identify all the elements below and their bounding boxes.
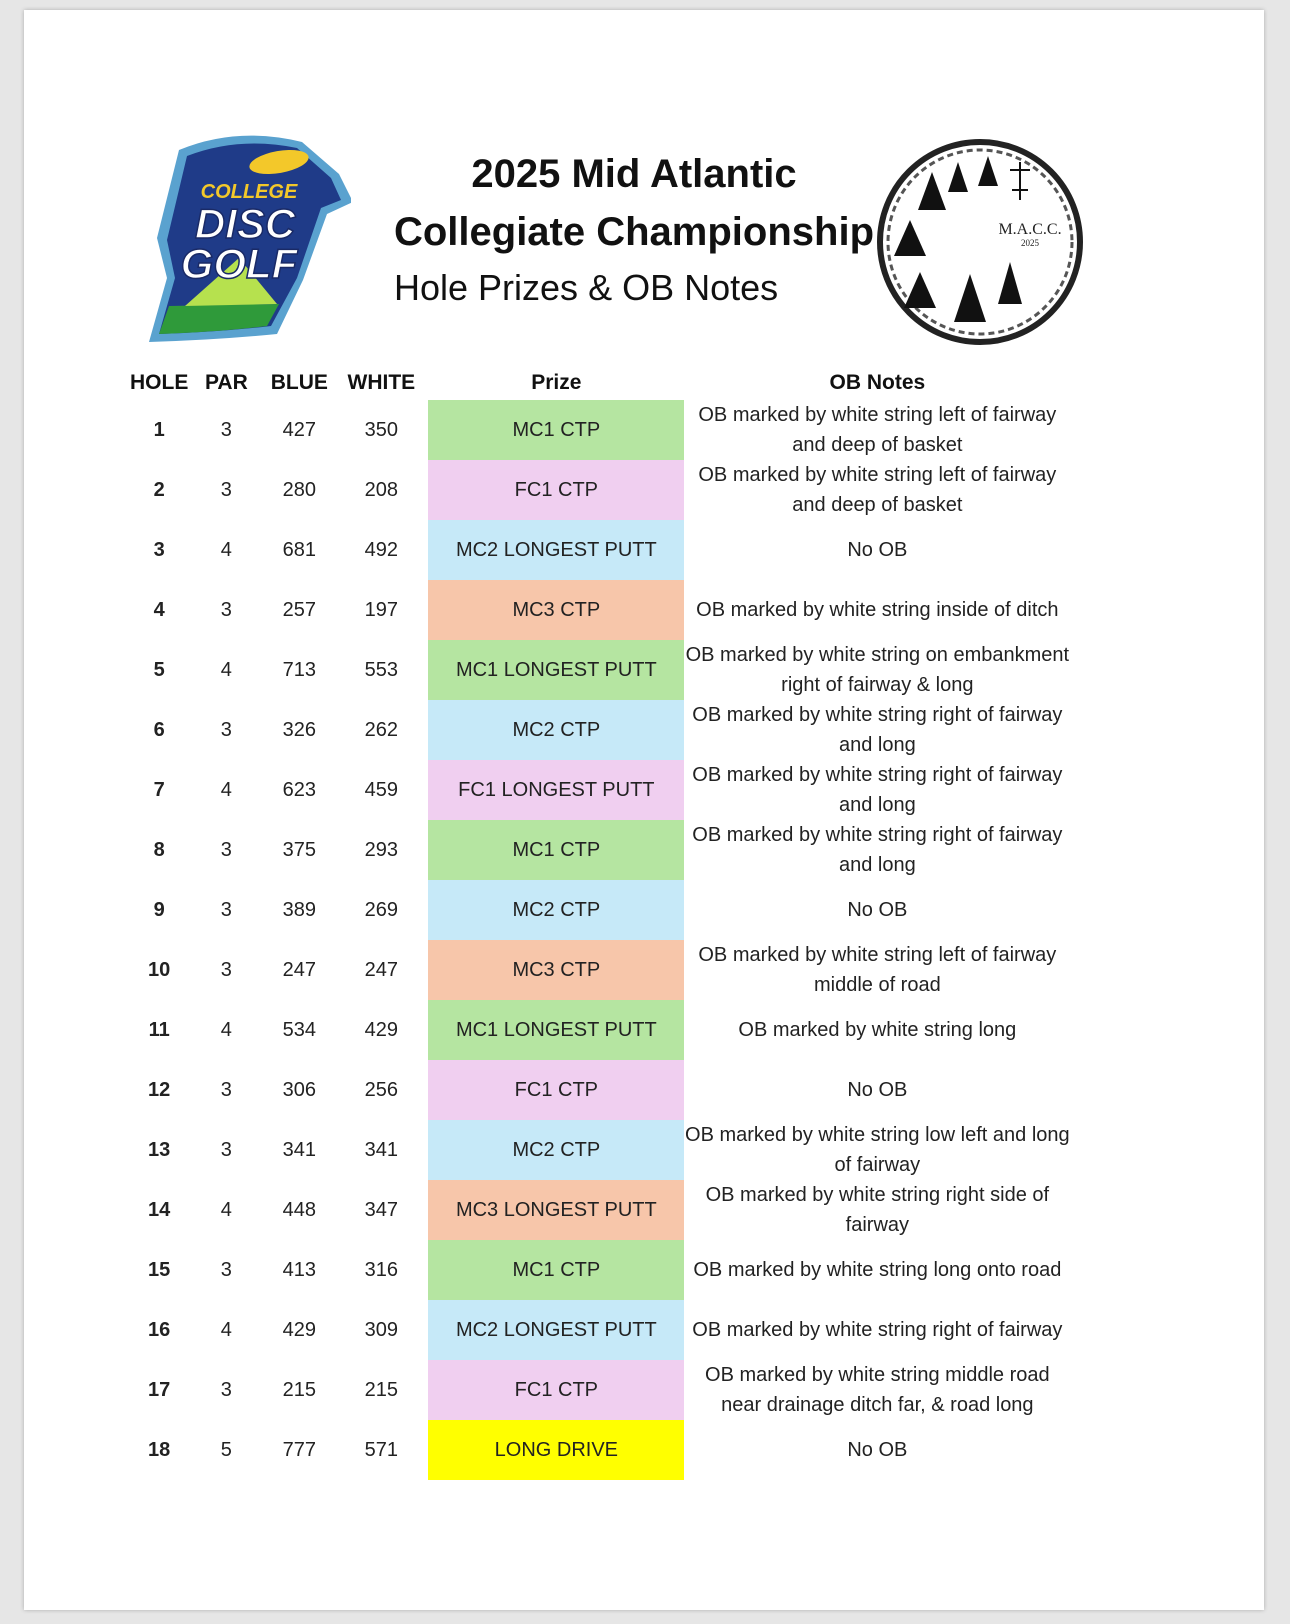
- table-row: [130, 1000, 1070, 1060]
- table-row: [130, 760, 1070, 820]
- blue-distance: 777: [282, 1438, 317, 1461]
- hole-number: 7: [153, 778, 165, 801]
- par-value: 4: [220, 1018, 232, 1041]
- table-row: [130, 1300, 1070, 1360]
- hole-number: 12: [148, 1078, 171, 1101]
- ob-notes-cell: OB marked by white string right of fairway and long: [692, 704, 1063, 756]
- blue-distance: 413: [282, 1258, 317, 1281]
- table-row: [130, 1180, 1070, 1240]
- ob-notes-cell: OB marked by white string left of fairway middle of road: [698, 944, 1057, 996]
- blue-distance: 215: [282, 1378, 317, 1401]
- table-row: [130, 820, 1070, 880]
- prize-cell: MC1 CTP: [428, 820, 684, 880]
- table-row: [130, 1240, 1070, 1300]
- hole-number: 9: [153, 898, 165, 921]
- title-block: [384, 145, 884, 309]
- par-value: 3: [220, 1078, 232, 1101]
- logo-left-line1: COLLEGE: [200, 181, 298, 203]
- blue-distance: 713: [282, 658, 317, 681]
- table-row: [130, 940, 1070, 1000]
- white-distance: 347: [364, 1198, 399, 1221]
- prize-cell: FC1 CTP: [428, 1060, 684, 1120]
- blue-distance: 429: [282, 1318, 317, 1341]
- white-distance: 208: [364, 478, 399, 501]
- college-disc-golf-logo: [127, 128, 351, 350]
- white-distance: 350: [364, 418, 399, 441]
- prize-cell: MC1 LONGEST PUTT: [428, 640, 684, 700]
- ob-notes-cell: No OB: [847, 539, 908, 561]
- table-row: [130, 1120, 1070, 1180]
- white-distance: 341: [364, 1138, 399, 1161]
- logo-left-line3: GOLF: [180, 240, 298, 287]
- hole-number: 5: [153, 658, 165, 681]
- hole-number: 14: [148, 1198, 171, 1221]
- white-distance: 262: [364, 718, 399, 741]
- ob-notes-cell: No OB: [847, 1079, 908, 1101]
- blue-distance: 681: [282, 538, 317, 561]
- prize-cell: MC1 CTP: [428, 400, 684, 460]
- ob-notes-cell: OB marked by white string middle road near drainage ditch far, & road long: [705, 1364, 1050, 1416]
- white-distance: 459: [364, 778, 399, 801]
- hole-number: 8: [153, 838, 165, 861]
- page-subtitle: Hole Prizes & OB Notes: [394, 267, 779, 308]
- prize-cell: MC2 LONGEST PUTT: [428, 520, 684, 580]
- hole-number: 18: [148, 1438, 171, 1461]
- page-title-line1: 2025 Mid Atlantic: [471, 152, 797, 196]
- table-body: [130, 400, 1070, 1480]
- document-page: [24, 10, 1264, 1610]
- par-value: 3: [220, 838, 232, 861]
- par-value: 3: [220, 1138, 232, 1161]
- header-white: WHITE: [347, 371, 416, 394]
- hole-table: [130, 366, 1070, 1480]
- white-distance: 215: [364, 1378, 399, 1401]
- blue-distance: 247: [282, 958, 317, 981]
- ob-notes-cell: OB marked by white string inside of ditch: [696, 599, 1059, 621]
- par-value: 4: [220, 538, 232, 561]
- ob-notes-cell: OB marked by white string right of fairway and long: [692, 824, 1063, 876]
- table-row: [130, 1060, 1070, 1120]
- hole-number: 13: [148, 1138, 171, 1161]
- hole-number: 1: [153, 418, 165, 441]
- prize-cell: MC3 CTP: [428, 940, 684, 1000]
- hole-number: 3: [153, 538, 165, 561]
- blue-distance: 427: [282, 418, 317, 441]
- prize-cell: FC1 LONGEST PUTT: [428, 760, 684, 820]
- table-row: [130, 580, 1070, 640]
- ob-notes-cell: OB marked by white string right side of fairway: [705, 1184, 1050, 1236]
- prize-cell: FC1 CTP: [428, 1360, 684, 1420]
- prize-cell: FC1 CTP: [428, 460, 684, 520]
- white-distance: 247: [364, 958, 399, 981]
- ob-notes-cell: OB marked by white string right of fairway: [692, 1319, 1063, 1341]
- logo-right-year: 2025: [1021, 238, 1039, 248]
- prize-cell: MC2 LONGEST PUTT: [428, 1300, 684, 1360]
- ob-notes-cell: No OB: [847, 1439, 908, 1461]
- par-value: 3: [220, 1258, 232, 1281]
- blue-distance: 306: [282, 1078, 317, 1101]
- hole-number: 11: [148, 1018, 170, 1041]
- hole-number: 16: [148, 1318, 171, 1341]
- white-distance: 256: [364, 1078, 399, 1101]
- ob-notes-cell: OB marked by white string low left and long of fairway: [685, 1124, 1070, 1176]
- white-distance: 429: [364, 1018, 399, 1041]
- ob-notes-cell: OB marked by white string long: [738, 1019, 1017, 1041]
- par-value: 3: [220, 718, 232, 741]
- table-row: [130, 700, 1070, 760]
- white-distance: 571: [364, 1438, 399, 1461]
- blue-distance: 257: [282, 598, 317, 621]
- white-distance: 269: [364, 898, 399, 921]
- par-value: 4: [220, 1198, 232, 1221]
- prize-cell: MC2 CTP: [428, 1120, 684, 1180]
- header-ob-notes: OB Notes: [829, 371, 926, 394]
- white-distance: 309: [364, 1318, 399, 1341]
- table-row: [130, 460, 1070, 520]
- ob-notes-cell: OB marked by white string long onto road: [693, 1259, 1062, 1281]
- macc-tree-ring-logo: [870, 132, 1090, 352]
- blue-distance: 375: [282, 838, 317, 861]
- blue-distance: 280: [282, 478, 317, 501]
- prize-cell: LONG DRIVE: [428, 1420, 684, 1480]
- table-row: [130, 1360, 1070, 1420]
- ob-notes-cell: No OB: [847, 899, 908, 921]
- blue-distance: 341: [282, 1138, 317, 1161]
- header-hole: HOLE: [130, 371, 189, 394]
- white-distance: 553: [364, 658, 399, 681]
- prize-cell: MC3 CTP: [428, 580, 684, 640]
- ob-notes-cell: OB marked by white string left of fairway and deep of basket: [698, 464, 1057, 516]
- white-distance: 492: [364, 538, 399, 561]
- logo-left-line2: DISC: [194, 200, 296, 247]
- ob-notes-cell: OB marked by white string left of fairway and deep of basket: [698, 404, 1057, 456]
- logo-right-text: M.A.C.C.: [998, 221, 1062, 238]
- par-value: 3: [220, 898, 232, 921]
- par-value: 3: [220, 1378, 232, 1401]
- prize-cell: MC2 CTP: [428, 880, 684, 940]
- table-header-row: [130, 366, 1070, 400]
- header-par: PAR: [204, 371, 248, 394]
- par-value: 3: [220, 598, 232, 621]
- blue-distance: 389: [282, 898, 317, 921]
- par-value: 5: [220, 1438, 232, 1461]
- hole-number: 17: [148, 1378, 171, 1401]
- par-value: 4: [220, 1318, 232, 1341]
- page-title-line2: Collegiate Championship: [393, 210, 875, 254]
- par-value: 3: [220, 478, 232, 501]
- hole-number: 2: [153, 478, 165, 501]
- header-prize: Prize: [531, 371, 582, 394]
- ob-notes-cell: OB marked by white string on embankment right of fairway & long: [685, 644, 1070, 696]
- blue-distance: 448: [282, 1198, 317, 1221]
- par-value: 3: [220, 958, 232, 981]
- par-value: 4: [220, 658, 232, 681]
- white-distance: 293: [364, 838, 399, 861]
- ob-notes-cell: OB marked by white string right of fairway and long: [692, 764, 1063, 816]
- table-row: [130, 880, 1070, 940]
- table-row: [130, 520, 1070, 580]
- prize-cell: MC3 LONGEST PUTT: [428, 1180, 684, 1240]
- header-blue: BLUE: [270, 371, 328, 394]
- hole-number: 4: [153, 598, 165, 621]
- prize-cell: MC2 CTP: [428, 700, 684, 760]
- table-row: [130, 1420, 1070, 1480]
- prize-cell: MC1 CTP: [428, 1240, 684, 1300]
- table-row: [130, 400, 1070, 460]
- par-value: 3: [220, 418, 232, 441]
- blue-distance: 534: [282, 1018, 317, 1041]
- par-value: 4: [220, 778, 232, 801]
- hole-number: 15: [148, 1258, 171, 1281]
- white-distance: 316: [364, 1258, 399, 1281]
- hole-number: 6: [153, 718, 165, 741]
- blue-distance: 326: [282, 718, 317, 741]
- prize-cell: MC1 LONGEST PUTT: [428, 1000, 684, 1060]
- blue-distance: 623: [282, 778, 317, 801]
- white-distance: 197: [364, 598, 399, 621]
- table-row: [130, 640, 1070, 700]
- hole-number: 10: [148, 958, 171, 981]
